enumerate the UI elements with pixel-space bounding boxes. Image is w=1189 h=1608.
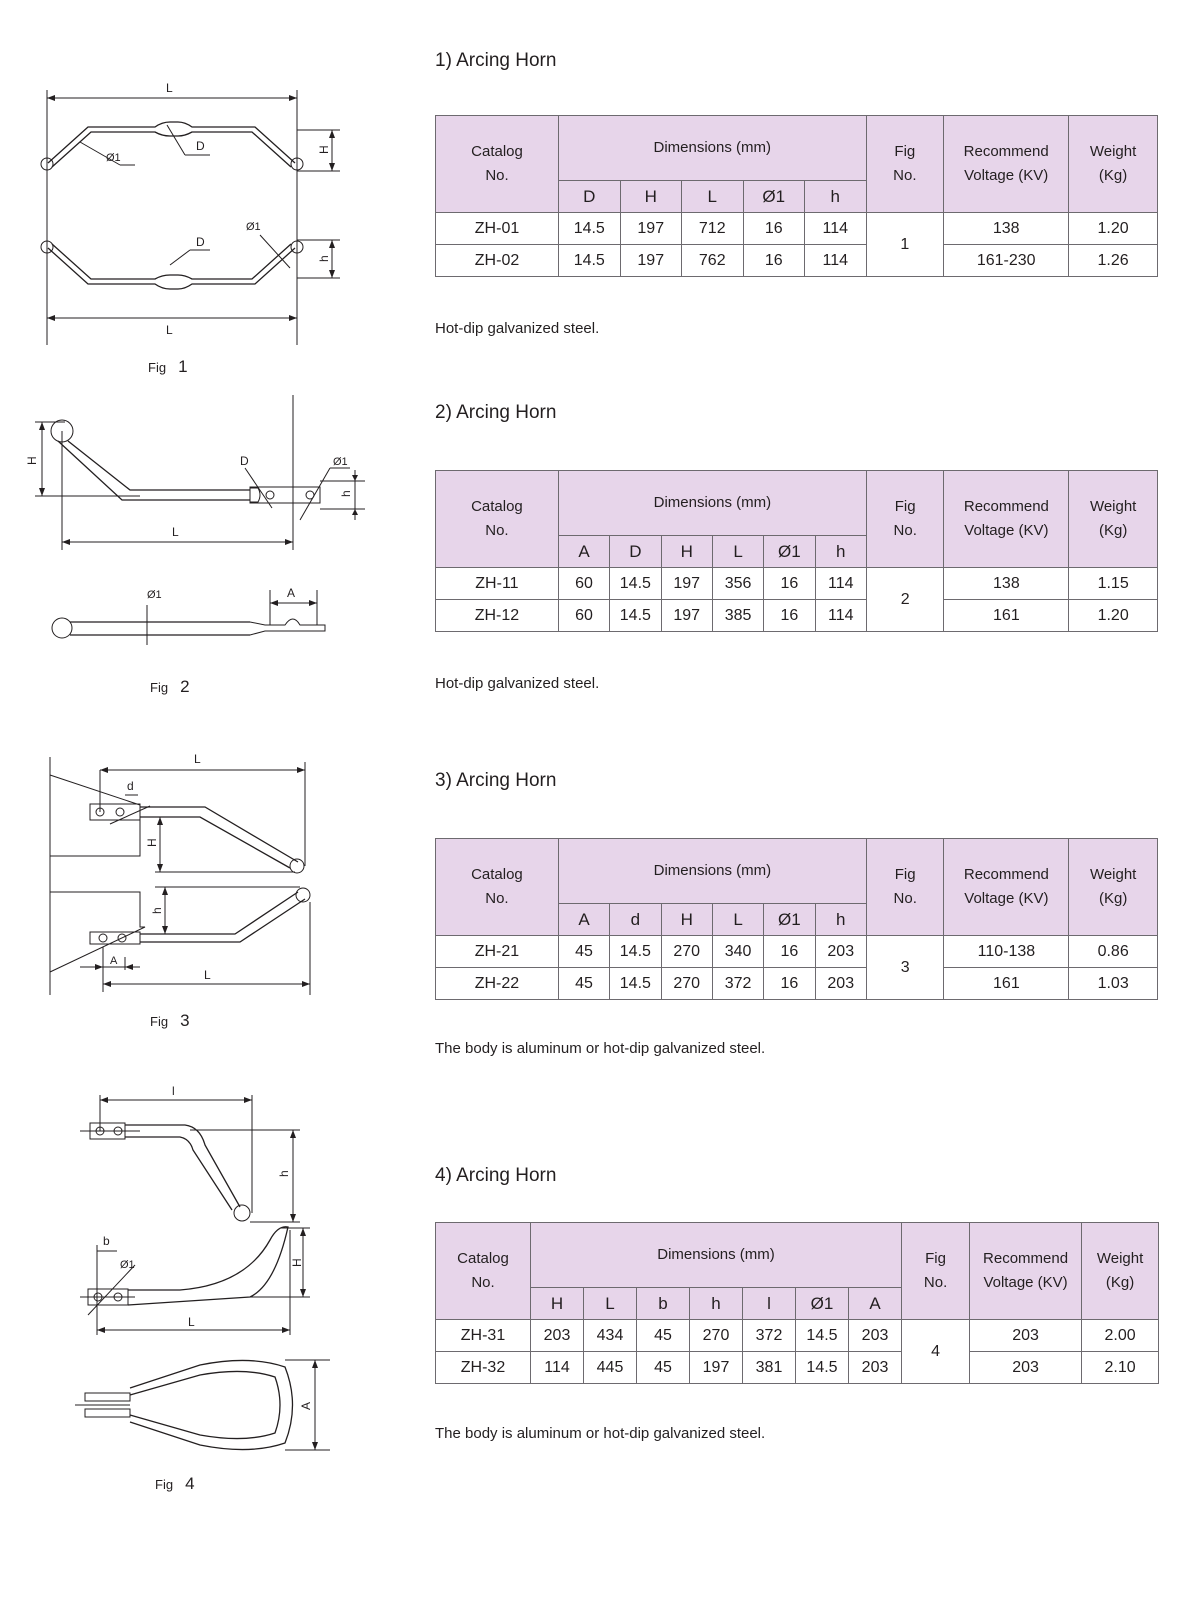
fig4-label-L: L: [188, 1315, 195, 1329]
voltage-cell: 161: [944, 968, 1069, 1000]
fig4-caption-label: Fig: [155, 1477, 174, 1492]
figure-2: [0, 395, 420, 705]
dim-col-header: h: [690, 1288, 743, 1320]
voltage-cell: 110-138: [944, 936, 1069, 968]
figure-3: [0, 752, 420, 1052]
voltage-header: Recommend Voltage (KV): [944, 839, 1069, 936]
section-3-title: 3) Arcing Horn: [435, 770, 557, 791]
dim-cell: 14.5: [610, 600, 661, 632]
dim-col-header: H: [531, 1288, 584, 1320]
dim-col-header: L: [682, 181, 744, 213]
fig4-label-h: h: [277, 1170, 291, 1177]
dim-cell: 16: [764, 968, 815, 1000]
dim-col-header: l: [743, 1288, 796, 1320]
dim-cell: 114: [815, 600, 866, 632]
voltage-header: Recommend Voltage (KV): [944, 116, 1069, 213]
dim-col-header: b: [637, 1288, 690, 1320]
dim-cell: 60: [558, 568, 609, 600]
dim-cell: 270: [661, 968, 712, 1000]
section-2-table: [435, 470, 1158, 632]
dim-col-header: A: [558, 536, 609, 568]
fig2-caption-label: Fig: [150, 680, 169, 695]
catalog-cell: ZH-11: [436, 568, 559, 600]
weight-header: Weight (Kg): [1069, 839, 1158, 936]
dim-col-header: D: [610, 536, 661, 568]
fig2-label-D: D: [240, 454, 249, 468]
table-row: [436, 968, 1158, 1000]
dim-col-header: H: [620, 181, 682, 213]
figure-4: [0, 1085, 420, 1505]
fig4-caption-number: 4: [185, 1474, 195, 1493]
fig1-caption-number: 1: [178, 357, 188, 376]
section-3-note: The body is aluminum or hot-dip galvanized steel.: [435, 1040, 766, 1057]
fig4-label-A: A: [299, 1401, 313, 1410]
section-4-note: The body is aluminum or hot-dip galvanized steel.: [435, 1425, 766, 1442]
table-row: [436, 600, 1158, 632]
voltage-cell: 203: [970, 1352, 1082, 1384]
catalog-header: Catalog No.: [436, 839, 559, 936]
fig1-label-L-bottom: L: [166, 323, 173, 337]
fig1-label-L-top: L: [166, 81, 173, 95]
dim-col-header: L: [712, 536, 763, 568]
dim-cell: 14.5: [796, 1320, 849, 1352]
fig1-label-dia-top: Ø1: [106, 152, 121, 164]
voltage-cell: 161: [944, 600, 1069, 632]
section-3-table: [435, 838, 1158, 1000]
fig2-label-dia: Ø1: [333, 456, 348, 468]
weight-cell: 1.15: [1069, 568, 1158, 600]
dim-col-header: Ø1: [764, 904, 815, 936]
dim-cell: 114: [805, 213, 867, 245]
table-row: [436, 245, 1158, 277]
fig2-label-L: L: [172, 525, 179, 539]
catalog-header: Catalog No.: [436, 116, 559, 213]
section-2-title: 2) Arcing Horn: [435, 402, 557, 423]
fig1-label-H: H: [317, 145, 331, 154]
fig-no-cell: 2: [866, 568, 944, 632]
fig-no-cell: 3: [866, 936, 944, 1000]
dim-col-header: Ø1: [796, 1288, 849, 1320]
catalog-header: Catalog No.: [436, 1223, 531, 1320]
fig4-drawing: [0, 1085, 350, 1465]
dim-cell: 114: [531, 1352, 584, 1384]
dim-cell: 712: [682, 213, 744, 245]
fig1-caption: [148, 357, 188, 377]
catalog-cell: ZH-01: [436, 213, 559, 245]
weight-cell: 2.10: [1082, 1352, 1159, 1384]
dim-cell: 14.5: [610, 568, 661, 600]
dim-col-header: L: [712, 904, 763, 936]
dim-col-header: d: [610, 904, 661, 936]
dim-cell: 14.5: [610, 968, 661, 1000]
section-1-title: 1) Arcing Horn: [435, 50, 557, 71]
dim-cell: 16: [743, 245, 805, 277]
fig-no-cell: 1: [866, 213, 944, 277]
fig1-label-dia-bottom: Ø1: [246, 221, 261, 233]
fig2-label-A: A: [287, 586, 296, 600]
dim-cell: 203: [849, 1352, 902, 1384]
fig2-caption: [150, 677, 190, 697]
dimensions-header: Dimensions (mm): [558, 471, 866, 536]
dim-col-header: L: [584, 1288, 637, 1320]
dim-cell: 356: [712, 568, 763, 600]
dim-cell: 197: [690, 1352, 743, 1384]
dim-col-header: H: [661, 904, 712, 936]
dim-cell: 434: [584, 1320, 637, 1352]
weight-cell: 1.26: [1069, 245, 1158, 277]
dim-cell: 114: [815, 568, 866, 600]
voltage-cell: 138: [944, 213, 1069, 245]
dim-cell: 385: [712, 600, 763, 632]
dim-col-header: H: [661, 536, 712, 568]
fig2-label-H: H: [25, 456, 39, 465]
dim-cell: 381: [743, 1352, 796, 1384]
dim-col-header: h: [805, 181, 867, 213]
section-1-note: Hot-dip galvanized steel.: [435, 320, 600, 337]
catalog-cell: ZH-02: [436, 245, 559, 277]
fig1-label-D-top: D: [196, 139, 205, 153]
fig4-label-dia: Ø1: [120, 1259, 135, 1271]
fig1-drawing: [0, 70, 340, 370]
dim-cell: 45: [558, 968, 609, 1000]
fig1-caption-label: Fig: [148, 360, 167, 375]
dim-cell: 203: [849, 1320, 902, 1352]
table-row: [436, 936, 1158, 968]
dim-cell: 14.5: [559, 213, 621, 245]
fig3-label-d: d: [127, 779, 134, 793]
fig3-caption-number: 3: [180, 1011, 190, 1030]
dim-cell: 45: [558, 936, 609, 968]
fig2-label-h: h: [339, 490, 353, 497]
catalog-cell: ZH-31: [436, 1320, 531, 1352]
dim-cell: 16: [764, 936, 815, 968]
dim-cell: 762: [682, 245, 744, 277]
catalog-cell: ZH-12: [436, 600, 559, 632]
dim-cell: 372: [743, 1320, 796, 1352]
fig-no-cell: 4: [902, 1320, 970, 1384]
fig1-label-D-bottom: D: [196, 235, 205, 249]
catalog-cell: ZH-21: [436, 936, 559, 968]
dim-cell: 203: [815, 968, 866, 1000]
table-row: [436, 568, 1158, 600]
weight-cell: 2.00: [1082, 1320, 1159, 1352]
dim-cell: 270: [661, 936, 712, 968]
dim-col-header: A: [849, 1288, 902, 1320]
fig4-label-b: b: [103, 1234, 110, 1248]
dim-cell: 114: [805, 245, 867, 277]
voltage-cell: 161-230: [944, 245, 1069, 277]
fig3-label-H: H: [145, 838, 159, 847]
dim-col-header: h: [815, 904, 866, 936]
dim-col-header: A: [558, 904, 609, 936]
dim-cell: 60: [558, 600, 609, 632]
voltage-header: Recommend Voltage (KV): [970, 1223, 1082, 1320]
dim-col-header: h: [815, 536, 866, 568]
weight-header: Weight (Kg): [1069, 471, 1158, 568]
weight-cell: 0.86: [1069, 936, 1158, 968]
dim-cell: 445: [584, 1352, 637, 1384]
dim-cell: 14.5: [610, 936, 661, 968]
weight-cell: 1.20: [1069, 600, 1158, 632]
fig-header: Fig No.: [902, 1223, 970, 1320]
table-row: [436, 1320, 1159, 1352]
fig3-label-A: A: [110, 955, 118, 967]
dim-col-header: Ø1: [764, 536, 815, 568]
fig1-label-h: h: [317, 255, 331, 262]
fig3-label-L-top: L: [194, 752, 201, 766]
voltage-cell: 203: [970, 1320, 1082, 1352]
table-row: [436, 1352, 1159, 1384]
dim-cell: 270: [690, 1320, 743, 1352]
fig2-drawing: [0, 395, 380, 675]
weight-cell: 1.20: [1069, 213, 1158, 245]
dim-cell: 197: [620, 213, 682, 245]
dim-cell: 45: [637, 1352, 690, 1384]
dim-cell: 340: [712, 936, 763, 968]
voltage-cell: 138: [944, 568, 1069, 600]
dim-cell: 14.5: [796, 1352, 849, 1384]
dim-cell: 197: [661, 600, 712, 632]
weight-header: Weight (Kg): [1082, 1223, 1159, 1320]
fig2-label-dia-side: Ø1: [147, 589, 162, 601]
fig3-label-h: h: [150, 907, 164, 914]
fig4-label-l: l: [172, 1085, 175, 1098]
voltage-header: Recommend Voltage (KV): [944, 471, 1069, 568]
weight-cell: 1.03: [1069, 968, 1158, 1000]
fig3-caption-label: Fig: [150, 1014, 169, 1029]
catalog-cell: ZH-32: [436, 1352, 531, 1384]
section-4-title: 4) Arcing Horn: [435, 1165, 557, 1186]
dim-cell: 203: [531, 1320, 584, 1352]
fig3-label-L-bottom: L: [204, 968, 211, 982]
section-2-note: Hot-dip galvanized steel.: [435, 675, 600, 692]
dim-cell: 45: [637, 1320, 690, 1352]
figure-1: [0, 70, 420, 390]
catalog-cell: ZH-22: [436, 968, 559, 1000]
section-4-table: [435, 1222, 1159, 1384]
fig-header: Fig No.: [866, 116, 944, 213]
dimensions-header: Dimensions (mm): [559, 116, 867, 181]
catalog-header: Catalog No.: [436, 471, 559, 568]
dim-cell: 14.5: [559, 245, 621, 277]
table-row: [436, 213, 1158, 245]
fig-header: Fig No.: [866, 471, 944, 568]
fig4-label-H: H: [290, 1258, 304, 1267]
dimensions-header: Dimensions (mm): [531, 1223, 902, 1288]
dim-cell: 197: [620, 245, 682, 277]
dim-col-header: Ø1: [743, 181, 805, 213]
fig-header: Fig No.: [866, 839, 944, 936]
fig3-drawing: [0, 752, 340, 1022]
dim-cell: 372: [712, 968, 763, 1000]
section-1-table: [435, 115, 1158, 277]
dim-cell: 197: [661, 568, 712, 600]
dim-cell: 203: [815, 936, 866, 968]
dim-cell: 16: [743, 213, 805, 245]
dim-col-header: D: [559, 181, 621, 213]
dim-cell: 16: [764, 600, 815, 632]
fig2-caption-number: 2: [180, 677, 190, 696]
dim-cell: 16: [764, 568, 815, 600]
dimensions-header: Dimensions (mm): [558, 839, 866, 904]
fig4-caption: [155, 1474, 195, 1494]
fig3-caption: [150, 1011, 190, 1031]
weight-header: Weight (Kg): [1069, 116, 1158, 213]
